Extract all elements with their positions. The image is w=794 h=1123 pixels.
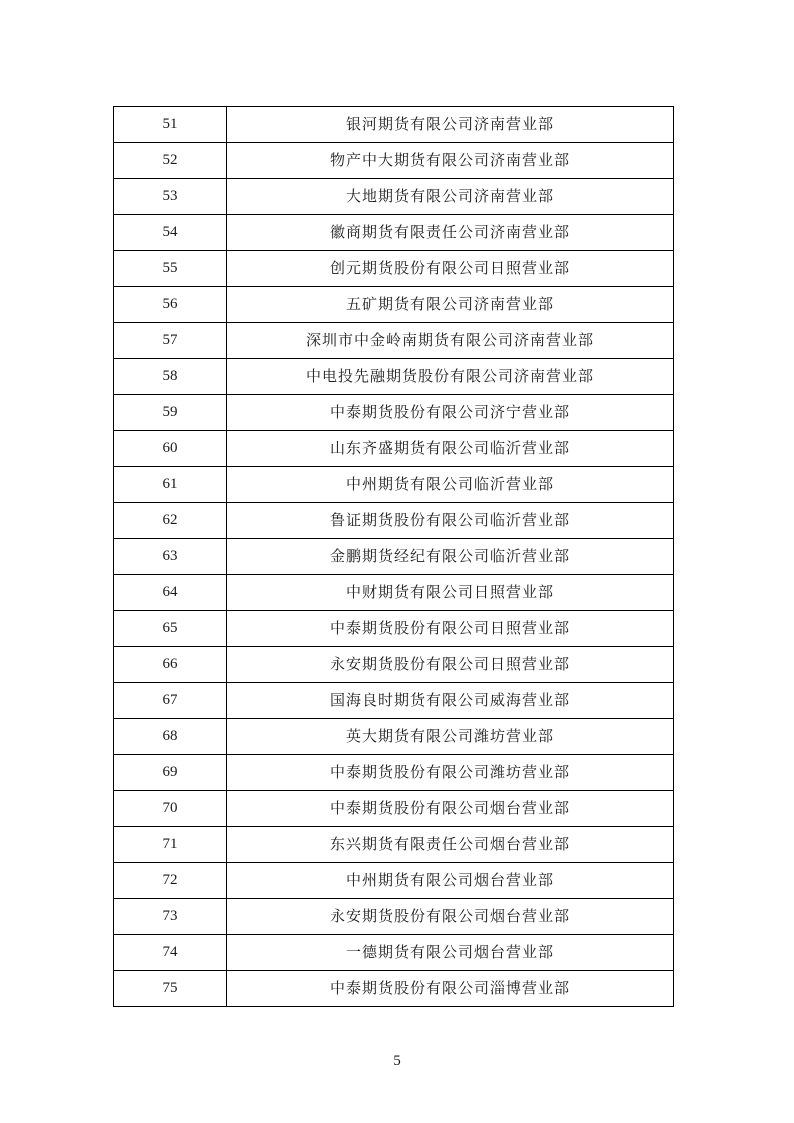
branch-name-cell: 鲁证期货股份有限公司临沂营业部: [227, 503, 674, 539]
branch-name-cell: 物产中大期货有限公司济南营业部: [227, 143, 674, 179]
branch-name-cell: 永安期货股份有限公司烟台营业部: [227, 899, 674, 935]
branch-name-cell: 英大期货有限公司潍坊营业部: [227, 719, 674, 755]
branch-name-cell: 金鹏期货经纪有限公司临沂营业部: [227, 539, 674, 575]
table-row: [114, 431, 674, 467]
row-number-cell: 59: [114, 395, 227, 431]
branch-name-cell: 永安期货股份有限公司日照营业部: [227, 647, 674, 683]
row-number-cell: 60: [114, 431, 227, 467]
branch-table-body: [114, 107, 674, 1007]
row-number-cell: 73: [114, 899, 227, 935]
table-row: [114, 359, 674, 395]
branch-name-cell: 国海良时期货有限公司威海营业部: [227, 683, 674, 719]
branch-name-cell: 深圳市中金岭南期货有限公司济南营业部: [227, 323, 674, 359]
row-number-cell: 58: [114, 359, 227, 395]
table-row: [114, 503, 674, 539]
table-row: [114, 467, 674, 503]
branch-name-cell: 大地期货有限公司济南营业部: [227, 179, 674, 215]
row-number-cell: 71: [114, 827, 227, 863]
branch-name-cell: 山东齐盛期货有限公司临沂营业部: [227, 431, 674, 467]
row-number-cell: 72: [114, 863, 227, 899]
branch-name-cell: 创元期货股份有限公司日照营业部: [227, 251, 674, 287]
table-row: [114, 107, 674, 143]
branch-name-cell: 中泰期货股份有限公司济宁营业部: [227, 395, 674, 431]
branch-name-cell: 东兴期货有限责任公司烟台营业部: [227, 827, 674, 863]
row-number-cell: 65: [114, 611, 227, 647]
row-number-cell: 74: [114, 935, 227, 971]
row-number-cell: 67: [114, 683, 227, 719]
row-number-cell: 63: [114, 539, 227, 575]
branch-name-cell: 银河期货有限公司济南营业部: [227, 107, 674, 143]
table-row: [114, 647, 674, 683]
table-row: [114, 971, 674, 1007]
row-number-cell: 55: [114, 251, 227, 287]
table-row: [114, 935, 674, 971]
row-number-cell: 69: [114, 755, 227, 791]
table-row: [114, 683, 674, 719]
row-number-cell: 51: [114, 107, 227, 143]
table-row: [114, 179, 674, 215]
table-row: [114, 287, 674, 323]
row-number-cell: 68: [114, 719, 227, 755]
branch-name-cell: 中泰期货股份有限公司潍坊营业部: [227, 755, 674, 791]
page-number: 5: [393, 1053, 401, 1069]
branch-name-cell: 中州期货有限公司临沂营业部: [227, 467, 674, 503]
table-row: [114, 899, 674, 935]
row-number-cell: 66: [114, 647, 227, 683]
row-number-cell: 54: [114, 215, 227, 251]
table-row: [114, 863, 674, 899]
row-number-cell: 57: [114, 323, 227, 359]
table-row: [114, 323, 674, 359]
branch-name-cell: 徽商期货有限责任公司济南营业部: [227, 215, 674, 251]
row-number-cell: 53: [114, 179, 227, 215]
branch-name-cell: 中电投先融期货股份有限公司济南营业部: [227, 359, 674, 395]
row-number-cell: 56: [114, 287, 227, 323]
branch-name-cell: 中泰期货股份有限公司烟台营业部: [227, 791, 674, 827]
table-row: [114, 539, 674, 575]
branch-name-cell: 中泰期货股份有限公司日照营业部: [227, 611, 674, 647]
branch-name-cell: 一德期货有限公司烟台营业部: [227, 935, 674, 971]
table-row: [114, 143, 674, 179]
table-row: [114, 611, 674, 647]
branch-table: [113, 106, 674, 1007]
table-row: [114, 719, 674, 755]
row-number-cell: 75: [114, 971, 227, 1007]
table-row: [114, 791, 674, 827]
row-number-cell: 52: [114, 143, 227, 179]
branch-name-cell: 中州期货有限公司烟台营业部: [227, 863, 674, 899]
branch-name-cell: 中泰期货股份有限公司淄博营业部: [227, 971, 674, 1007]
branch-name-cell: 中财期货有限公司日照营业部: [227, 575, 674, 611]
table-row: [114, 575, 674, 611]
table-row: [114, 395, 674, 431]
table-row: [114, 827, 674, 863]
table-row: [114, 215, 674, 251]
table-row: [114, 251, 674, 287]
row-number-cell: 64: [114, 575, 227, 611]
branch-name-cell: 五矿期货有限公司济南营业部: [227, 287, 674, 323]
row-number-cell: 62: [114, 503, 227, 539]
row-number-cell: 70: [114, 791, 227, 827]
row-number-cell: 61: [114, 467, 227, 503]
table-row: [114, 755, 674, 791]
